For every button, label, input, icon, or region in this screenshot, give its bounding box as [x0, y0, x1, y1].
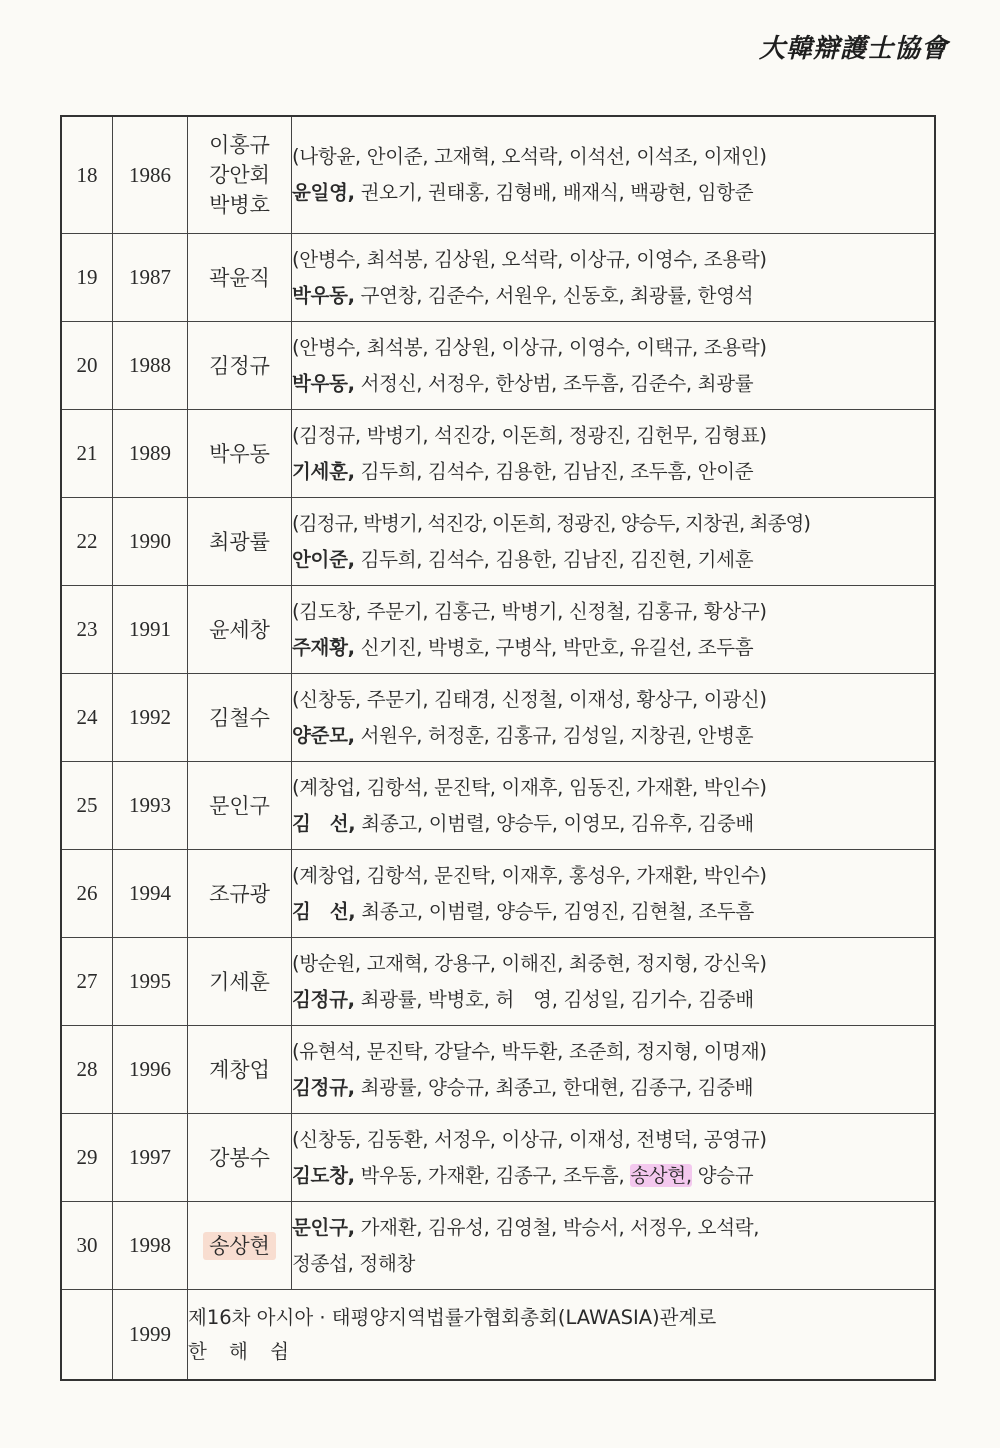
table-row [61, 322, 935, 410]
table-row [61, 938, 935, 1026]
row-members [292, 410, 936, 498]
members-line-2 [292, 1158, 934, 1194]
members-line-2 [292, 454, 934, 490]
row-year: 1999 [113, 1290, 188, 1381]
row-members [292, 1026, 936, 1114]
lead-member: 윤일영, [292, 181, 355, 204]
table-row [61, 1290, 935, 1381]
president-name: 조규광 [209, 881, 270, 906]
row-members [292, 498, 936, 586]
row-members [292, 938, 936, 1026]
members-rest: 최광률, 박병호, 허 영, 김성일, 김기수, 김중배 [354, 987, 754, 1011]
lead-member: 김도창, [292, 1163, 355, 1187]
president-name: 강안회 [209, 163, 270, 187]
lead-member: 박우동, [292, 283, 355, 307]
table-row [61, 850, 935, 938]
row-year: 1998 [113, 1202, 188, 1290]
members-rest: 신기진, 박병호, 구병삭, 박만호, 유길선, 조두흠 [354, 635, 754, 659]
members-line-2 [292, 366, 934, 402]
members-line-2 [292, 278, 934, 314]
row-year: 1994 [113, 850, 188, 938]
lead-member: 박우동, [292, 371, 355, 395]
members-line-1: (김도창, 주문기, 김홍근, 박병기, 신정철, 김홍규, 황상구) [292, 599, 767, 623]
row-year: 1991 [113, 586, 188, 674]
president-name: 박병호 [209, 193, 270, 217]
row-president [188, 938, 292, 1026]
row-number: 18 [61, 116, 113, 234]
note-line-1: 제16차 아시아 · 태평양지역법률가협회총회(LAWASIA)관계로 [188, 1305, 717, 1329]
members-line-1: (방순원, 고재혁, 강용구, 이해진, 최중현, 정지형, 강신욱) [292, 951, 767, 975]
header-org-logo: 大韓辯護士協會 [758, 34, 948, 64]
members-line-1: (나항윤, 안이준, 고재혁, 오석락, 이석선, 이석조, 이재인) [292, 145, 767, 168]
table-row [61, 1202, 935, 1290]
row-president [188, 498, 292, 586]
row-president [188, 322, 292, 410]
row-note [188, 1290, 936, 1381]
members-line-1: (김정규, 박병기, 석진강, 이돈희, 정광진, 김헌무, 김형표) [292, 423, 767, 447]
row-year: 1996 [113, 1026, 188, 1114]
row-members [292, 762, 936, 850]
president-name: 최광률 [209, 529, 270, 554]
note-line-2: 한 해 쉼 [188, 1339, 297, 1363]
row-number: 22 [61, 498, 113, 586]
row-year: 1986 [113, 116, 188, 234]
row-president [188, 116, 292, 234]
president-name: 기세훈 [209, 969, 270, 994]
members-line-2 [292, 630, 934, 666]
members-rest: 김두희, 김석수, 김용한, 김남진, 김진현, 기세훈 [354, 547, 754, 571]
members-rest: 박우동, 가재환, 김종구, 조두흠, [354, 1163, 631, 1187]
members-line-1: (신창동, 김동환, 서정우, 이상규, 이재성, 전병덕, 공영규) [292, 1127, 767, 1151]
members-line-2 [292, 806, 934, 842]
president-name: 계창업 [209, 1057, 270, 1082]
members-rest: 서원우, 허정훈, 김홍규, 김성일, 지창권, 안병훈 [354, 723, 754, 747]
row-number [61, 1290, 113, 1381]
president-name: 곽윤직 [209, 265, 270, 290]
members-line-2 [292, 982, 934, 1018]
members-rest: 최종고, 이범렬, 양승두, 김영진, 김현철, 조두흠 [355, 899, 754, 923]
row-year: 1992 [113, 674, 188, 762]
row-president [188, 234, 292, 322]
members-line-2 [292, 1070, 934, 1106]
row-members [292, 234, 936, 322]
row-president [188, 410, 292, 498]
lead-member: 김정규, [292, 987, 355, 1011]
row-number: 21 [61, 410, 113, 498]
row-number: 25 [61, 762, 113, 850]
row-number: 29 [61, 1114, 113, 1202]
president-name: 강봉수 [209, 1145, 270, 1170]
lead-member: 김정규, [292, 1075, 355, 1099]
members-line-1: (계창업, 김항석, 문진탁, 이재후, 임동진, 가재환, 박인수) [292, 775, 767, 799]
row-number: 27 [61, 938, 113, 1026]
row-number: 19 [61, 234, 113, 322]
table-row [61, 1026, 935, 1114]
president-name: 윤세창 [209, 617, 270, 642]
row-members [292, 1114, 936, 1202]
row-year: 1997 [113, 1114, 188, 1202]
row-number: 28 [61, 1026, 113, 1114]
row-number: 24 [61, 674, 113, 762]
row-year: 1995 [113, 938, 188, 1026]
president-name: 송상현 [203, 1232, 276, 1260]
members-rest: 최광률, 양승규, 최종고, 한대현, 김종구, 김중배 [354, 1075, 754, 1099]
members-rest: 권오기, 권태홍, 김형배, 배재식, 백광현, 임항준 [354, 181, 754, 204]
row-president [188, 1026, 292, 1114]
president-name: 김정규 [209, 353, 270, 378]
row-president [188, 1202, 292, 1290]
row-year: 1987 [113, 234, 188, 322]
lead-member: 안이준, [292, 547, 355, 571]
row-members [292, 1202, 936, 1290]
lead-member: 양준모, [292, 723, 355, 747]
row-number: 30 [61, 1202, 113, 1290]
row-number: 20 [61, 322, 113, 410]
row-year: 1989 [113, 410, 188, 498]
members-rest: 김두희, 김석수, 김용한, 김남진, 조두흠, 안이준 [354, 459, 754, 483]
lead-member: 문인구, [292, 1215, 355, 1239]
members-line-1: (유현석, 문진탁, 강달수, 박두환, 조준희, 정지형, 이명재) [292, 1039, 767, 1063]
president-name: 이홍규 [209, 133, 270, 157]
members-rest: 서정신, 서정우, 한상범, 조두흠, 김준수, 최광률 [354, 371, 754, 395]
row-year: 1988 [113, 322, 188, 410]
award-roster-table [60, 115, 936, 1381]
members-rest: 가재환, 김유성, 김영철, 박승서, 서정우, 오석락, [354, 1215, 760, 1239]
members-line-1: (신창동, 주문기, 김태경, 신정철, 이재성, 황상구, 이광신) [292, 687, 767, 711]
table-row [61, 234, 935, 322]
president-name: 문인구 [209, 793, 270, 818]
members-line-1: (계창업, 김항석, 문진탁, 이재후, 홍성우, 가재환, 박인수) [292, 863, 767, 887]
members-line-1: (김정규, 박병기, 석진강, 이돈희, 정광진, 양승두, 지창권, 최종영) [292, 511, 811, 535]
members-line-2 [292, 175, 934, 211]
row-members [292, 322, 936, 410]
row-year: 1990 [113, 498, 188, 586]
members-line-2: 정종섭, 정해창 [292, 1251, 416, 1275]
table-row [61, 674, 935, 762]
members-rest: 최종고, 이범렬, 양승두, 이영모, 김유후, 김중배 [355, 811, 754, 835]
members-rest: 양승규 [691, 1163, 754, 1187]
row-president [188, 850, 292, 938]
highlighted-member: 송상현, [630, 1163, 692, 1187]
members-line-2 [292, 894, 934, 930]
row-president [188, 674, 292, 762]
members-line-2 [292, 718, 934, 754]
row-members [292, 586, 936, 674]
row-president [188, 1114, 292, 1202]
lead-member: 김 선, [292, 899, 356, 923]
lead-member: 주재황, [292, 635, 355, 659]
row-members [292, 850, 936, 938]
row-president [188, 762, 292, 850]
lead-member: 김 선, [292, 811, 356, 835]
row-members [292, 116, 936, 234]
table-row [61, 586, 935, 674]
table-row [61, 410, 935, 498]
members-line-2 [292, 542, 934, 578]
table-row [61, 1114, 935, 1202]
members-line-1 [292, 1210, 934, 1246]
row-year: 1993 [113, 762, 188, 850]
president-name: 김철수 [209, 705, 270, 730]
members-rest: 구연창, 김준수, 서원우, 신동호, 최광률, 한영석 [354, 283, 754, 307]
row-president [188, 586, 292, 674]
table-row [61, 498, 935, 586]
members-line-1: (안병수, 최석봉, 김상원, 오석락, 이상규, 이영수, 조용락) [292, 247, 767, 271]
row-number: 26 [61, 850, 113, 938]
table-row [61, 116, 935, 234]
table-row [61, 762, 935, 850]
row-members [292, 674, 936, 762]
row-number: 23 [61, 586, 113, 674]
president-name: 박우동 [209, 441, 270, 466]
lead-member: 기세훈, [292, 459, 355, 483]
members-line-1: (안병수, 최석봉, 김상원, 이상규, 이영수, 이택규, 조용락) [292, 335, 767, 359]
